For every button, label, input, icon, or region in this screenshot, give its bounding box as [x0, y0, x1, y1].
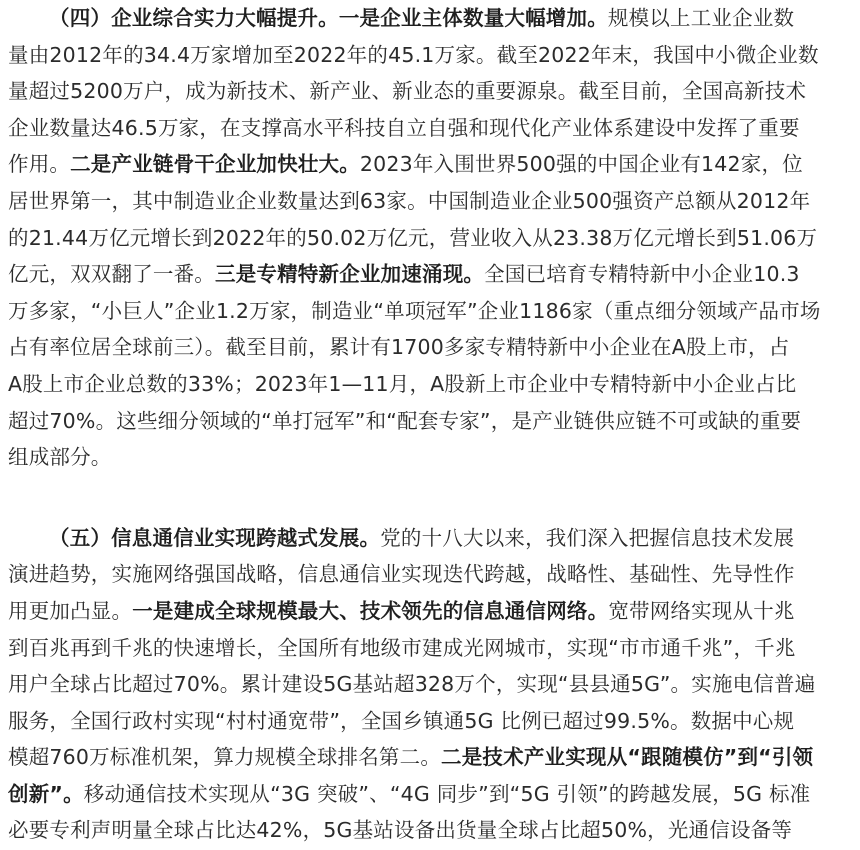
body-text: 党的十八大以来，我们深入把握信息技术发展	[380, 525, 795, 550]
body-text: 组成部分。	[8, 445, 112, 470]
paragraph-gap	[8, 476, 856, 520]
text-line	[8, 73, 856, 110]
text-line	[8, 593, 856, 630]
text-line	[8, 146, 856, 183]
text-line	[8, 630, 856, 667]
body-text: 超过70%。这些细分领域的“单打冠军”和“配套专家”，是产业链供应链不可或缺的重要	[8, 408, 802, 433]
bold-heading-text: （五）信息通信业实现跨越式发展。	[49, 525, 381, 550]
text-line	[8, 220, 856, 257]
section-4-paragraph	[8, 0, 856, 476]
text-line	[8, 256, 856, 293]
bold-heading-text: 三是专精特新企业加速涌现。	[215, 262, 485, 287]
body-text: 企业数量达46.5万家，在支撑高水平科技自立自强和现代化产业体系建设中发挥了重要	[8, 115, 800, 140]
text-line	[8, 439, 856, 476]
body-text: A股上市企业总数的33%；2023年1—11月，A股新上市企业中专精特新中小企业占比	[8, 371, 797, 396]
bold-heading-text: 二是产业链骨干企业加快壮大。	[70, 152, 360, 177]
body-text: 服务，全国行政村实现“村村通宽带”，全国乡镇通5G 比例已超过99.5%。数据中心规	[8, 708, 795, 733]
bold-heading-text: 创新”。	[8, 781, 84, 806]
text-line	[8, 37, 856, 74]
bold-heading-text: 二是技术产业实现从“跟随模仿”到“引领	[441, 745, 814, 770]
bold-heading-text: 一是建成全球规模最大、技术领先的信息通信网络。	[132, 598, 609, 623]
text-line	[8, 520, 856, 557]
bold-heading-text: （四）企业综合实力大幅提升。	[49, 6, 339, 30]
body-text: 占有率位居全球前三）。截至目前，累计有1700多家专精特新中小企业在A股上市，占	[8, 335, 790, 360]
body-text: 必要专利声明量全球占比达42%，5G基站设备出货量全球占比超50%，光通信设备等	[8, 818, 793, 843]
text-line	[8, 556, 856, 593]
text-line	[8, 403, 856, 440]
text-line	[8, 183, 856, 220]
text-line	[8, 703, 856, 740]
text-line	[8, 776, 856, 813]
body-text: 量由2012年的34.4万家增加至2022年的45.1万家。截至2022年末，我国中小微企业数	[8, 42, 819, 67]
article-body	[8, 0, 856, 849]
body-text: 作用。	[8, 152, 71, 177]
body-text: 万多家，“小巨人”企业1.2万家，制造业“单项冠军”企业1186家（重点细分领域产品市场	[8, 298, 821, 323]
body-text: 到百兆再到千兆的快速增长，全国所有地级市建成光网城市，实现“市市通千兆”，千兆	[8, 635, 796, 660]
text-line	[8, 329, 856, 366]
section-5-paragraph	[8, 520, 856, 849]
body-text: 全国已培育专精特新中小企业10.3	[484, 262, 800, 287]
body-text: 亿元，双双翻了一番。	[8, 262, 215, 287]
text-line	[8, 293, 856, 330]
text-line	[8, 739, 856, 776]
text-line	[8, 0, 856, 37]
bold-heading-text: 一是企业主体数量大幅增加。	[338, 6, 608, 30]
body-text: 居世界第一，其中制造业企业数量达到63家。中国制造业企业500强资产总额从2012年	[8, 188, 811, 213]
body-text: 2023年入围世界500强的中国企业有142家，位	[359, 152, 803, 177]
body-text: 用户全球占比超过70%。累计建设5G基站超328万个，实现“县县通5G”。实施电信普遍	[8, 672, 816, 697]
text-line	[8, 666, 856, 703]
body-text: 演进趋势，实施网络强国战略，信息通信业实现迭代跨越，战略性、基础性、先导性作	[8, 562, 795, 587]
text-line	[8, 812, 856, 849]
body-text: 用更加凸显。	[8, 598, 133, 623]
text-line	[8, 366, 856, 403]
body-text: 量超过5200万户，成为新技术、新产业、新业态的重要源泉。截至目前，全国高新技术	[8, 79, 807, 104]
body-text: 模超760万标准机架，算力规模全球排名第二。	[8, 745, 442, 770]
body-text: 的21.44万亿元增长到2022年的50.02万亿元，营业收入从23.38万亿元增长到51.06万	[8, 225, 818, 250]
text-line	[8, 110, 856, 147]
body-text: 宽带网络实现从十兆	[608, 598, 795, 623]
body-text: 移动通信技术实现从“3G 突破”、“4G 同步”到“5G 引领”的跨越发展，5G 标准	[83, 781, 811, 806]
body-text: 规模以上工业企业数	[607, 6, 795, 30]
